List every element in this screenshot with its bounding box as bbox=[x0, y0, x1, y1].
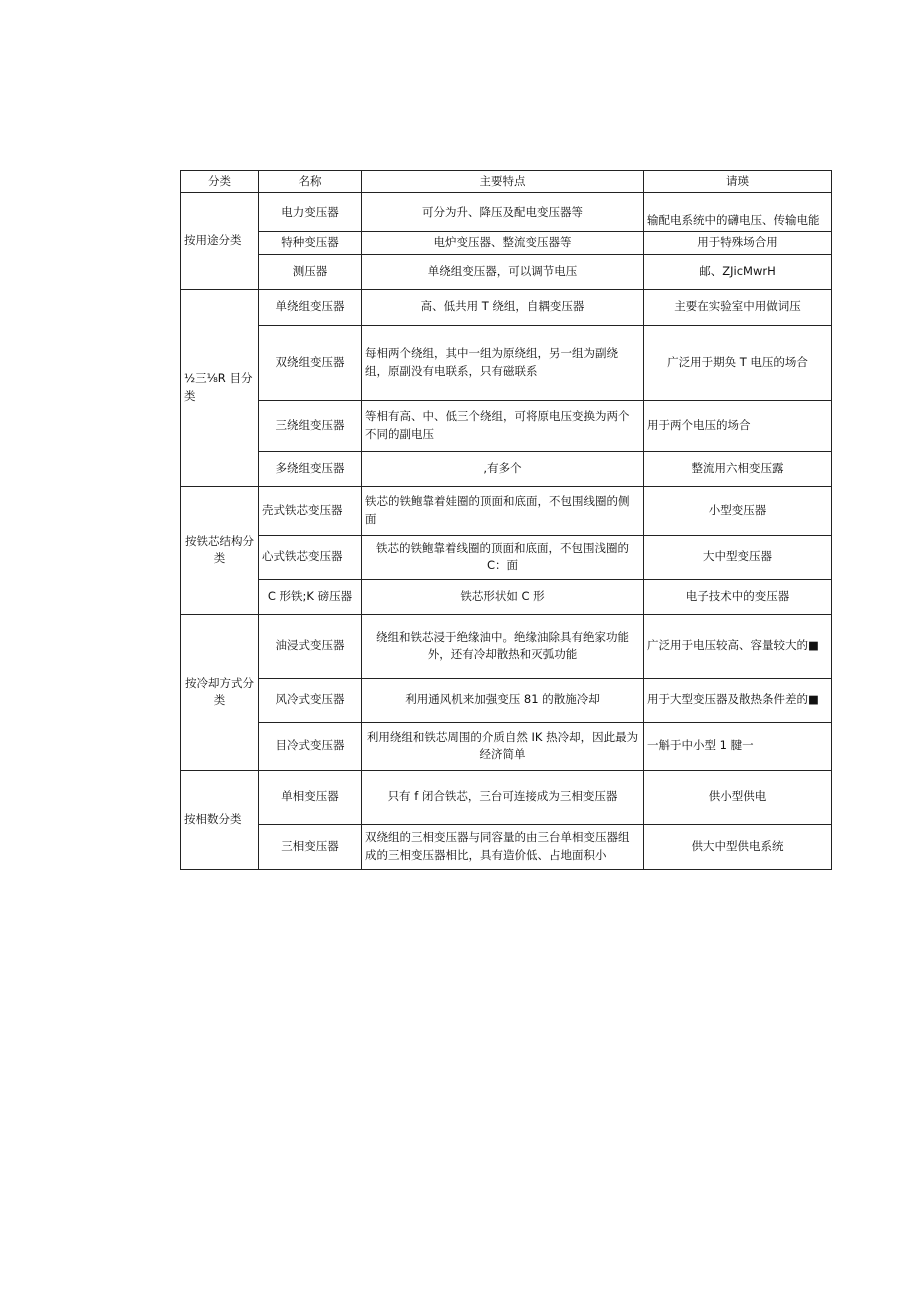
feature-cell: 等相有高、中、低三个绕组，可将原电压变换为两个不同的副电压 bbox=[362, 400, 644, 451]
feature-cell: 绕组和铁芯浸于绝缘油中。绝缘油除具有绝家功能外，还有冷却散热和灭弧功能 bbox=[362, 614, 644, 678]
name-cell: C 形铁;K 磅压器 bbox=[259, 579, 362, 614]
category-cell: 按相数分类 bbox=[181, 770, 259, 869]
use-cell: 供小型供电 bbox=[644, 770, 832, 824]
table-row bbox=[181, 770, 832, 824]
use-cell: 输配电系统中的礴电压、传输电能 bbox=[644, 193, 832, 232]
table-row bbox=[181, 824, 832, 869]
use-cell: 一斛于中小型 1 腱一 bbox=[644, 722, 832, 770]
name-cell: 电力变压器 bbox=[259, 193, 362, 232]
use-cell: 广泛用于期奂 T 电压的场合 bbox=[644, 325, 832, 400]
use-cell: 整流用六相变压露 bbox=[644, 451, 832, 486]
category-cell: ½三⅛R 目分类 bbox=[181, 289, 259, 486]
header-name: 名称 bbox=[259, 171, 362, 193]
feature-cell: ,有多个 bbox=[362, 451, 644, 486]
use-cell: 主要在实验室中用做词压 bbox=[644, 289, 832, 325]
table-row bbox=[181, 325, 832, 400]
table-row bbox=[181, 451, 832, 486]
use-cell: 大中型变压器 bbox=[644, 535, 832, 579]
name-cell: 壳式铁芯变压器 bbox=[259, 486, 362, 535]
table-row bbox=[181, 678, 832, 722]
name-cell: 单相变压器 bbox=[259, 770, 362, 824]
category-cell: 按用途分类 bbox=[181, 193, 259, 289]
header-use: 请瑛 bbox=[644, 171, 832, 193]
feature-cell: 利用绕组和铁芯周围的介质自然 IK 热冷却，因此最为经济简单 bbox=[362, 722, 644, 770]
feature-cell: 双绕组的三相变压器与同容量的由三台单相变压器组成的三相变压器相比，具有造价低、占地面积小 bbox=[362, 824, 644, 869]
table-row bbox=[181, 254, 832, 289]
feature-cell: 只有 f 闭合铁芯，三台可连接成为三相变压器 bbox=[362, 770, 644, 824]
use-cell: 供大中型供电系统 bbox=[644, 824, 832, 869]
use-cell: 小型变压器 bbox=[644, 486, 832, 535]
use-cell: 广泛用于电压较高、容量较大的■ bbox=[644, 614, 832, 678]
name-cell: 多绕组变压器 bbox=[259, 451, 362, 486]
category-cell: 按冷却方式分类 bbox=[181, 614, 259, 770]
feature-cell: 铁芯形状如 C 形 bbox=[362, 579, 644, 614]
feature-cell: 铁芯的铁鲍靠着娃圈的顶面和底面，不包围线圈的侧面 bbox=[362, 486, 644, 535]
table-row bbox=[181, 535, 832, 579]
table-row bbox=[181, 232, 832, 254]
feature-cell: 单绕组变压器，可以调节电压 bbox=[362, 254, 644, 289]
table-row bbox=[181, 579, 832, 614]
header-category: 分类 bbox=[181, 171, 259, 193]
name-cell: 单绕组变压器 bbox=[259, 289, 362, 325]
name-cell: 心式铁芯变压器 bbox=[259, 535, 362, 579]
category-cell: 按铁芯结构分类 bbox=[181, 486, 259, 614]
transformer-classification-table bbox=[180, 170, 832, 870]
table-row bbox=[181, 722, 832, 770]
header-feature: 主要特点 bbox=[362, 171, 644, 193]
table-row bbox=[181, 614, 832, 678]
name-cell: 三绕组变压器 bbox=[259, 400, 362, 451]
feature-cell: 每相两个绕组，其中一组为原绕组，另一组为副绕组，原副没有电联系，只有磁联系 bbox=[362, 325, 644, 400]
name-cell: 双绕组变压器 bbox=[259, 325, 362, 400]
feature-cell: 高、低共用 T 绕组，自耦变压器 bbox=[362, 289, 644, 325]
use-cell: 邮、ZJicMwrH bbox=[644, 254, 832, 289]
name-cell: 三相变压器 bbox=[259, 824, 362, 869]
feature-cell: 可分为升、降压及配电变压器等 bbox=[362, 193, 644, 232]
name-cell: 风冷式变压器 bbox=[259, 678, 362, 722]
use-cell: 用于两个电压的场合 bbox=[644, 400, 832, 451]
table-row bbox=[181, 400, 832, 451]
table-row bbox=[181, 486, 832, 535]
use-cell: 电子技术中的变压器 bbox=[644, 579, 832, 614]
use-cell: 用于特殊场合用 bbox=[644, 232, 832, 254]
feature-cell: 电炉变压器、整流变压器等 bbox=[362, 232, 644, 254]
table-row bbox=[181, 289, 832, 325]
name-cell: 测压器 bbox=[259, 254, 362, 289]
use-cell: 用于大型变压器及散热条件差的■ bbox=[644, 678, 832, 722]
name-cell: 目冷式变压器 bbox=[259, 722, 362, 770]
name-cell: 特种变压器 bbox=[259, 232, 362, 254]
header-row bbox=[181, 171, 832, 193]
name-cell: 油浸式变压器 bbox=[259, 614, 362, 678]
feature-cell: 利用通风机来加强变压 81 的散施冷却 bbox=[362, 678, 644, 722]
table-row bbox=[181, 193, 832, 232]
feature-cell: 铁芯的铁鲍靠着线圈的顶面和底面，不包围浅圈的 C：面 bbox=[362, 535, 644, 579]
